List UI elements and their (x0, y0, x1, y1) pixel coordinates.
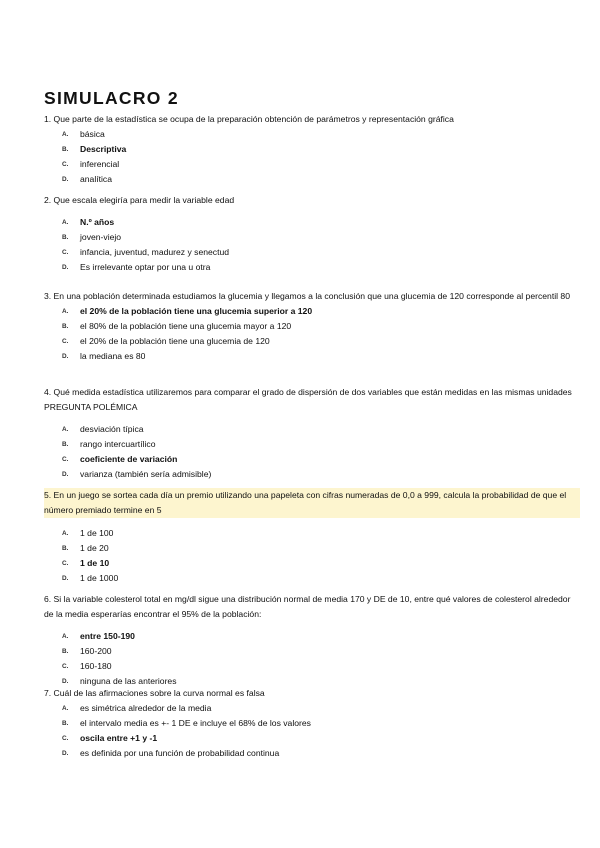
option-text: varianza (también sería admisible) (80, 469, 212, 479)
option-b (44, 319, 580, 334)
option-text: Descriptiva (80, 144, 127, 154)
option-letter: C. (62, 456, 69, 463)
option-letter: A. (62, 530, 69, 537)
option-a (44, 422, 580, 437)
option-text: oscila entre +1 y -1 (80, 733, 158, 743)
options-list (44, 215, 580, 275)
option-letter: B. (62, 648, 69, 655)
option-letter: C. (62, 735, 69, 742)
option-letter: D. (62, 471, 69, 478)
option-text: Es irrelevante optar por una u otra (80, 262, 211, 272)
option-a-correct (44, 304, 580, 319)
question-7 (44, 686, 580, 761)
question-text: 3. En una población determinada estudiamos la glucemia y llegamos a la conclusión que una glucemia de 120 corresponde al percentil 80 (44, 291, 570, 301)
page-title: SIMULACRO 2 (44, 88, 179, 108)
option-text: coeficiente de variación (80, 454, 178, 464)
question-text: 7. Cuál de las afirmaciones sobre la curva normal es falsa (44, 688, 265, 698)
option-letter: C. (62, 663, 69, 670)
option-text: el 20% de la población tiene una glucemia superior a 120 (80, 306, 313, 316)
option-text: 1 de 1000 (80, 573, 119, 583)
options-list (44, 526, 580, 586)
options-list (44, 304, 580, 364)
option-letter: A. (62, 308, 69, 315)
option-letter: D. (62, 575, 69, 582)
option-a-correct (44, 215, 580, 230)
option-b (44, 716, 580, 731)
option-letter: A. (62, 219, 69, 226)
question-text: 5. En un juego se sortea cada día un premio utilizando una papeleta con cifras numeradas de 0,0 a 999, calcula la probabilidad de que el número premiado termine en 5 (44, 488, 580, 518)
option-letter: B. (62, 146, 69, 153)
option-letter: D. (62, 353, 69, 360)
question-text: 1. Que parte de la estadística se ocupa de la preparación obtención de parámetros y representación gráfica (44, 114, 454, 124)
option-text: infancia, juventud, madurez y senectud (80, 247, 230, 257)
option-text: joven-viejo (80, 232, 122, 242)
option-text: 1 de 100 (80, 528, 114, 538)
option-text: 1 de 20 (80, 543, 109, 553)
option-letter: B. (62, 441, 69, 448)
option-text: analítica (80, 174, 113, 184)
options-list (44, 629, 580, 689)
question-5-highlighted (44, 488, 580, 586)
option-c (44, 334, 580, 349)
option-letter: D. (62, 264, 69, 271)
option-b (44, 437, 580, 452)
options-list (44, 422, 580, 482)
option-a (44, 526, 580, 541)
question-1 (44, 112, 580, 187)
option-text: inferencial (80, 159, 120, 169)
option-text: el 20% de la población tiene una glucemia de 120 (80, 336, 270, 346)
option-text: entre 150-190 (80, 631, 135, 641)
option-b (44, 541, 580, 556)
option-a (44, 701, 580, 716)
option-d (44, 571, 580, 586)
question-text: 6. Si la variable colesterol total en mg/dl sigue una distribución normal de media 170 y DE de 10, entre qué valores de colesterol alrededor de la media esperarías encontrar el 95% de la población: (44, 594, 571, 619)
options-list (44, 701, 580, 761)
option-letter: D. (62, 176, 69, 183)
option-c (44, 659, 580, 674)
option-b (44, 644, 580, 659)
option-d (44, 260, 580, 275)
question-2 (44, 193, 580, 275)
option-letter: B. (62, 234, 69, 241)
option-letter: C. (62, 560, 69, 567)
option-letter: C. (62, 161, 69, 168)
option-b-correct (44, 142, 580, 157)
option-text: ninguna de las anteriores (80, 676, 177, 686)
option-letter: D. (62, 750, 69, 757)
question-3 (44, 289, 580, 364)
question-text: 4. Qué medida estadística utilizaremos para comparar el grado de dispersión de dos variables que están medidas en las mismas unidades PREGUNTA POLÉMICA (44, 387, 572, 412)
option-text: es simétrica alrededor de la media (80, 703, 212, 713)
question-6 (44, 592, 580, 689)
option-text: 1 de 10 (80, 558, 110, 568)
option-letter: A. (62, 705, 69, 712)
option-text: básica (80, 129, 105, 139)
option-letter: C. (62, 338, 69, 345)
option-letter: A. (62, 131, 69, 138)
question-text: 2. Que escala elegiría para medir la variable edad (44, 195, 235, 205)
option-text: el intervalo media es +- 1 DE e incluye el 68% de los valores (80, 718, 311, 728)
option-c-correct (44, 452, 580, 467)
option-letter: B. (62, 545, 69, 552)
option-letter: B. (62, 323, 69, 330)
option-c-correct (44, 556, 580, 571)
options-list (44, 127, 580, 187)
option-letter: B. (62, 720, 69, 727)
option-text: rango intercuartílico (80, 439, 156, 449)
option-letter: C. (62, 249, 69, 256)
option-d (44, 746, 580, 761)
option-text: el 80% de la población tiene una glucemia mayor a 120 (80, 321, 292, 331)
option-a-correct (44, 629, 580, 644)
option-text: la mediana es 80 (80, 351, 146, 361)
option-d (44, 172, 580, 187)
option-a (44, 127, 580, 142)
option-d (44, 467, 580, 482)
option-d (44, 349, 580, 364)
option-c-correct (44, 731, 580, 746)
option-b (44, 230, 580, 245)
option-letter: A. (62, 633, 69, 640)
option-c (44, 157, 580, 172)
option-text: N.º años (80, 217, 115, 227)
question-4 (44, 385, 580, 482)
option-c (44, 245, 580, 260)
option-text: es definida por una función de probabilidad continua (80, 748, 280, 758)
option-text: 160-200 (80, 646, 112, 656)
option-text: 160-180 (80, 661, 112, 671)
option-letter: A. (62, 426, 69, 433)
option-text: desviación típica (80, 424, 144, 434)
option-letter: D. (62, 678, 69, 685)
